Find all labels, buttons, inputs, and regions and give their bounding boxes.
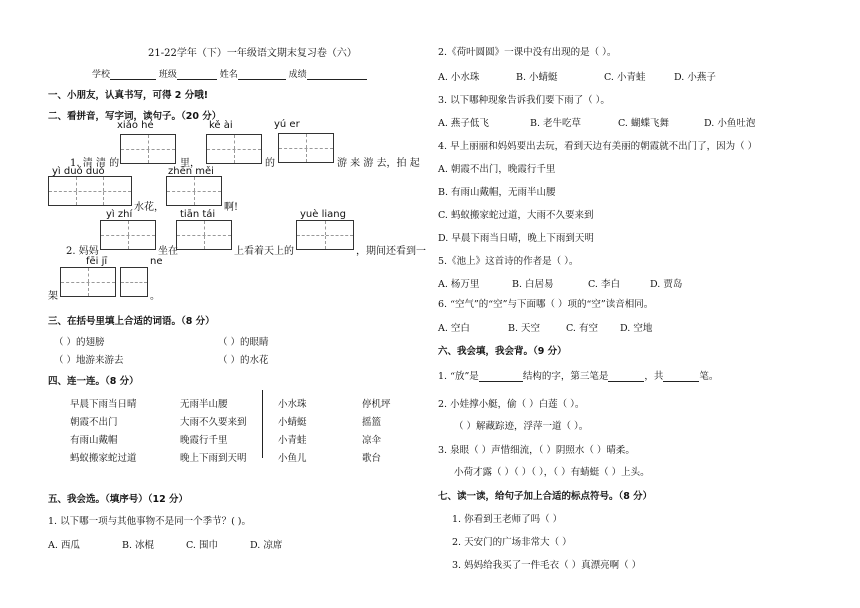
s2-line1-start: 1. 清 清 的 [70,158,120,169]
s5-q6: 6. “空气”的“空”与下面哪（ ）项的“空”读音相同。 [438,299,654,310]
s6-q1 [438,368,718,382]
s6-q1-blank-2[interactable] [608,372,644,382]
s5-q2-opt-b[interactable]: B. 小蜻蜓 [516,72,558,83]
pinyin-5: zhēn měi [168,166,214,177]
match-col3-4[interactable]: 小鱼儿 [278,453,307,464]
char-grid-8[interactable] [296,220,354,250]
s5-q1-opt-c[interactable]: C. 围巾 [186,540,218,551]
s5-q3-opt-b[interactable]: B. 老牛吃草 [530,118,582,129]
s2-line4-start: 架 [48,291,58,302]
s5-q1-opt-a[interactable]: A. 西瓜 [48,540,80,551]
s5-q6-opt-b[interactable]: B. 天空 [508,323,541,334]
s5-q1-opt-b[interactable]: B. 冰棍 [122,540,155,551]
s3-item-4[interactable]: （ ）的水花 [218,355,269,366]
section-6-heading: 六、我会填，我会背。（9 分） [438,346,567,357]
char-grid-4[interactable] [48,176,132,206]
s5-q2-opt-a[interactable]: A. 小水珠 [438,72,480,83]
char-grid-1[interactable] [120,134,176,164]
char-grid-3[interactable] [278,133,334,163]
s5-q5-opt-b[interactable]: B. 白居易 [512,279,554,290]
name-field[interactable] [238,70,286,80]
school-field[interactable] [110,70,156,80]
s5-q4-opt-c[interactable]: C. 蚂蚁搬家蛇过道，大雨不久要来到 [438,210,594,221]
s2-line2-b: 啊! [224,202,239,213]
s5-q4-opt-b[interactable]: B. 有雨山戴帽，无雨半山腰 [438,187,556,198]
s2-line1-a: 里， [180,158,200,169]
s5-q5: 5.《池上》这首诗的作者是（ ）。 [438,256,579,267]
s5-q2-opt-c[interactable]: C. 小青蛙 [604,72,646,83]
s6-q1-blank-1[interactable] [479,372,523,382]
pinyin-6: yì zhí [106,209,133,220]
score-label: 成绩 [288,70,307,80]
match-col4-2[interactable]: 摇篮 [362,417,382,428]
student-info-line [92,67,367,80]
section-2-heading: 二、看拼音，写字词，读句子。（20 分） [48,111,222,122]
section-5-heading: 五、我会选。（填序号）（12 分） [48,494,189,505]
s6-q3-line2[interactable]: 小荷才露（ ）（ ）（ ），（ ）有蜻蜓（ ）上头。 [454,467,650,478]
char-grid-9[interactable] [60,267,116,297]
match-col1-3[interactable]: 有雨山戴帽 [70,435,118,446]
s6-q1-blank-3[interactable] [663,372,699,382]
s5-q1: 1. 以下哪一项与其他事物不是同一个季节？( )。 [48,516,252,527]
pinyin-10: ne [150,256,163,267]
s3-item-2[interactable]: （ ）的眼睛 [218,337,269,348]
s5-q2: 2.《荷叶圆圆》一课中没有出现的是（ ）。 [438,47,617,58]
match-col1-2[interactable]: 朝霞不出门 [70,417,118,428]
match-col2-4[interactable]: 晚上下雨到天明 [180,453,247,464]
match-col1-4[interactable]: 蚂蚁搬家蛇过道 [70,453,137,464]
match-col3-1[interactable]: 小水珠 [278,399,307,410]
match-col3-2[interactable]: 小蜻蜓 [278,417,307,428]
match-col2-3[interactable]: 晚霞行千里 [180,435,228,446]
pinyin-4: yì duǒ duǒ [52,166,105,177]
s6-q1-a: 1. “放”是 [438,371,479,382]
pinyin-7: tiān tái [180,209,216,220]
char-grid-5[interactable] [166,176,222,206]
s5-q5-opt-a[interactable]: A. 杨万里 [438,279,480,290]
class-label: 班级 [158,70,177,80]
s2-line4-end: 。 [150,291,160,302]
s6-q3-line1[interactable]: 3. 泉眼（ ）声惜细流，（ ）阴照水（ ）晴柔。 [438,445,635,456]
match-col3-3[interactable]: 小青蛙 [278,435,307,446]
match-col4-1[interactable]: 停机坪 [362,399,391,410]
section-1-heading: 一、小朋友，认真书写，可得 2 分哦! [48,90,209,101]
s2-line3-b: 上看着天上的 [234,246,294,257]
section-3-heading: 三、在括号里填上合适的词语。（8 分） [48,316,215,327]
s2-line1-b: 的 [265,158,275,169]
s5-q4-opt-d[interactable]: D. 早晨下雨当日晴，晚上下雨到天明 [438,233,594,244]
s5-q5-opt-d[interactable]: D. 贾岛 [650,279,683,290]
match-divider [262,390,263,458]
class-field[interactable] [177,70,217,80]
s7-item-2[interactable]: 2. 天安门的广场非常大（ ） [452,537,572,548]
section-7-heading: 七、读一读，给句子加上合适的标点符号。（8 分） [438,491,653,502]
pinyin-3: yú er [274,119,300,130]
s6-q1-c: ，共 [644,371,664,382]
s3-item-1[interactable]: （ ）的翅膀 [54,337,105,348]
s5-q5-opt-c[interactable]: C. 李白 [588,279,620,290]
s6-q2-line2[interactable]: （ ）解藏踪迹，浮萍一道（ ）。 [454,421,589,432]
s7-item-3[interactable]: 3. 妈妈给我买了一件毛衣（ ）真漂亮啊（ ） [452,560,642,571]
s2-line2-a: 水花， [134,202,164,213]
char-grid-10[interactable] [120,267,148,297]
match-col1-1[interactable]: 早晨下雨当日晴 [70,399,137,410]
pinyin-9: fēi jī [86,256,108,267]
s2-line3-start: 2. 妈妈 [66,246,99,257]
s5-q3-opt-d[interactable]: D. 小鱼吐泡 [704,118,756,129]
s5-q3-opt-c[interactable]: C. 蝴蝶飞舞 [618,118,669,129]
s5-q3-opt-a[interactable]: A. 燕子低飞 [438,118,489,129]
s6-q2-line1[interactable]: 2. 小娃撑小艇，偷（ ）白莲（ ）。 [438,399,585,410]
s5-q3: 3. 以下哪种现象告诉我们要下雨了（ ）。 [438,95,610,106]
match-col4-4[interactable]: 歌台 [362,453,382,464]
s5-q6-opt-a[interactable]: A. 空白 [438,323,470,334]
char-grid-7[interactable] [176,220,232,250]
match-col2-2[interactable]: 大雨不久要来到 [180,417,247,428]
match-col4-3[interactable]: 凉伞 [362,435,382,446]
pinyin-1: xiǎo hé [117,120,154,131]
s5-q6-opt-d[interactable]: D. 空地 [620,323,653,334]
s5-q4-opt-a[interactable]: A. 朝霞不出门，晚霞行千里 [438,164,556,175]
s2-line1-c: 游 来 游 去，拍 起 [337,158,420,169]
s2-line3-c: ，期间还看到一 [356,246,426,257]
s5-q2-opt-d[interactable]: D. 小燕子 [674,72,716,83]
s3-item-3[interactable]: （ ）地游来游去 [54,355,124,366]
char-grid-2[interactable] [206,134,262,164]
page-title: 21-22学年（下）一年级语文期末复习卷（六） [148,48,357,59]
pinyin-8: yuè liang [300,209,346,220]
score-field[interactable] [307,70,367,80]
school-label: 学校 [92,70,111,80]
s2-line3-a: 坐在 [158,246,178,257]
s6-q1-b: 结构的字，第三笔是 [522,371,609,382]
s5-q6-opt-c[interactable]: C. 有空 [566,323,598,334]
s6-q1-d: 笔。 [699,371,719,382]
s7-item-1[interactable]: 1. 你看到王老师了吗（ ） [452,514,563,525]
s5-q4: 4. 早上丽丽和妈妈要出去玩，看到天边有美丽的朝霞就不出门了，因为（ ） [438,141,758,152]
pinyin-2: kě ài [209,120,233,131]
s5-q1-opt-d[interactable]: D. 凉席 [250,540,283,551]
char-grid-6[interactable] [100,220,156,250]
match-col2-1[interactable]: 无雨半山腰 [180,399,228,410]
name-label: 姓名 [219,70,238,80]
section-4-heading: 四、连一连。（8 分） [48,376,139,387]
